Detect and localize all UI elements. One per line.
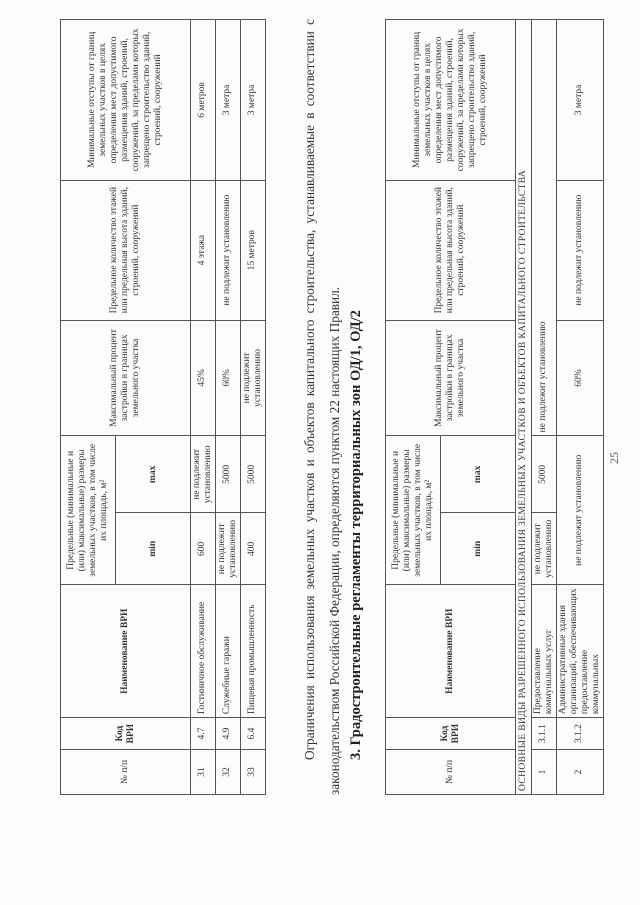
cell-name: Предоставление коммунальных услуг <box>532 585 557 718</box>
header-max: max <box>441 436 516 513</box>
cell-setback: 3 метра <box>556 20 603 181</box>
cell-code: 6.4 <box>240 718 265 750</box>
cell-min: 600 <box>191 513 216 585</box>
header-floors: Предельное количество этажей или предельная высота зданий, строений, сооружений <box>61 180 191 320</box>
cell-min: не подлежит установлению <box>215 513 240 585</box>
cell-min: не подлежит установлению <box>532 513 557 585</box>
cell-num: 1 <box>532 750 557 795</box>
section-row: ОСНОВНЫЕ ВИДЫ РАЗРЕШЕННОГО ИСПОЛЬЗОВАНИЯ ЗЕМЕЛЬНЫХ УЧАСТКОВ И ОБЪЕКТОВ КАПИТАЛЬНОГО СТРОИТЕЛЬСТВА <box>516 20 532 795</box>
zone-table-continued <box>60 19 266 795</box>
header-percent: Максимальный процент застройки в границах земельного участка <box>61 320 191 436</box>
cell-percent: 60% <box>556 320 603 436</box>
table-row <box>556 20 603 795</box>
cell-code: 3.1.1 <box>532 718 557 750</box>
cell-code: 4.9 <box>215 718 240 750</box>
header-setback: Минимальные отступы от границ земельных участков в целях определения мест допустимого размещения зданий, строений, сооружений, за пределами которых запрещено строительство зданий, строений, сооружений <box>386 20 516 181</box>
cell-floors: 15 метров <box>240 180 265 320</box>
header-name: Наименование ВРИ <box>61 585 191 718</box>
header-code: Код ВРИ <box>61 718 191 750</box>
cell-percent: не подлежит установлению <box>240 320 265 436</box>
header-num: № п/п <box>386 750 516 795</box>
cell-max: не подлежит установлению <box>191 436 216 513</box>
section-heading: 3. Градостроительные регламенты территориальных зон ОД/1, ОД/2 <box>348 310 364 760</box>
header-setback: Минимальные отступы от границ земельных участков в целях определения мест допустимого размещения зданий, строений, сооружений, за пределами которых запрещено строительство зданий, строений, сооружений <box>61 20 191 181</box>
cell-num: 2 <box>556 750 603 795</box>
cell-min: 400 <box>240 513 265 585</box>
header-area: Предельные (минимальные и (или) максимальные) размеры земельных участков, в том числе их площадь, м² <box>386 436 441 585</box>
cell-floors: не подлежит установлению <box>556 180 603 320</box>
cell-percent: не подлежит установлению <box>532 20 557 436</box>
header-percent: Максимальный процент застройки в границах земельного участка <box>386 320 516 436</box>
table-row <box>191 20 216 795</box>
header-code: Код ВРИ <box>386 718 516 750</box>
table-row <box>240 20 265 795</box>
cell-num: 32 <box>215 750 240 795</box>
header-min: min <box>116 513 191 585</box>
cell-max: 5000 <box>240 436 265 513</box>
cell-setback: 3 метра <box>240 20 265 181</box>
cell-code: 4.7 <box>191 718 216 750</box>
cell-max: 5000 <box>532 436 557 513</box>
cell-name: Административные здания организаций, обеспечивающих предоставление коммунальных <box>556 585 603 718</box>
header-floors: Предельное количество этажей или предельная высота зданий, строений, сооружений <box>386 180 516 320</box>
header-name: Наименование ВРИ <box>386 585 516 718</box>
header-area: Предельные (минимальные и (или) максимальные) размеры земельных участков, в том числе их площадь, м² <box>61 436 116 585</box>
cell-num: 33 <box>240 750 265 795</box>
header-min: min <box>441 513 516 585</box>
cell-num: 31 <box>191 750 216 795</box>
cell-min: не подлежит установлению <box>556 436 603 585</box>
cell-percent: 60% <box>215 320 240 436</box>
cell-floors: не подлежит установлению <box>215 180 240 320</box>
cell-code: 3.1.2 <box>556 718 603 750</box>
cell-name: Служебные гаражи <box>215 585 240 718</box>
cell-max: 5000 <box>215 436 240 513</box>
cell-setback: 3 метра <box>215 20 240 181</box>
page-number: 25 <box>607 452 621 464</box>
cell-name: Пищевая промышленность <box>240 585 265 718</box>
cell-percent: 45% <box>191 320 216 436</box>
table-row <box>215 20 240 795</box>
zone-table-od <box>385 19 604 795</box>
header-num: № п/п <box>61 750 191 795</box>
cell-floors: 4 этажа <box>191 180 216 320</box>
table-row <box>532 20 557 795</box>
cell-name: Гостиничное обслуживание <box>191 585 216 718</box>
cell-setback: 6 метров <box>191 20 216 181</box>
restrictions-paragraph: Ограничения использования земельных участков и объектов капитального строительства, устанавливаемые в соответствии с законодательством Российской Федерации, определяются пунктом 22 настоящих Правил. <box>302 19 343 795</box>
header-max: max <box>116 436 191 513</box>
